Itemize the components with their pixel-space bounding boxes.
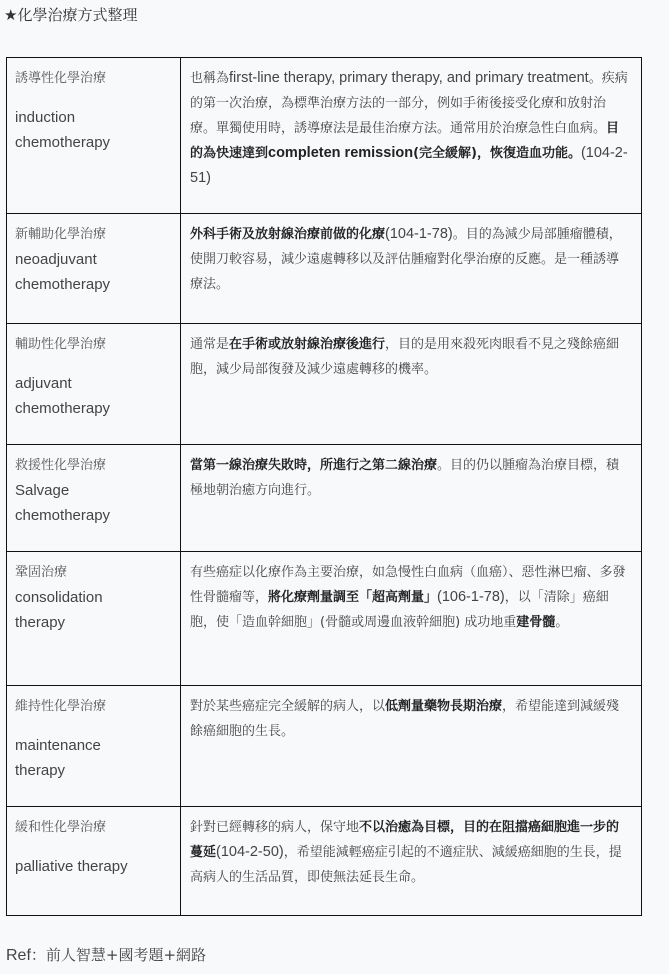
description-cell: 當第一線治療失敗時，所進行之第二線治療。目的仍以腫瘤為治療目標，積極地朝治癒方向進行。 <box>181 445 642 552</box>
table-row-neoadjuvant <box>7 214 642 324</box>
term-en: maintenance <box>15 737 101 754</box>
description-cell: 針對已經轉移的病人，保守地不以治癒為目標，目的在阻擋癌細胞進一步的蔓延(104-2-50)，希望能減輕癌症引起的不適症狀、減緩癌細胞的生長，提高病人的生活品質，即使無法延長生命。 <box>181 807 642 916</box>
term-en: consolidation <box>15 589 103 606</box>
term-en: chemotherapy <box>15 400 111 417</box>
table-row-salvage <box>7 445 642 552</box>
term-cell <box>7 324 181 445</box>
term-zh: 鞏固治療 <box>15 565 68 580</box>
term-en: therapy <box>15 614 66 631</box>
term-en: adjuvant <box>15 375 72 392</box>
term-zh: 維持性化學治療 <box>15 699 107 714</box>
term-cell <box>7 686 181 807</box>
description-cell: 對於某些癌症完全緩解的病人，以低劑量藥物長期治療，希望能達到減緩殘餘癌細胞的生長。 <box>181 686 642 807</box>
table-row-adjuvant <box>7 324 642 445</box>
table-row-maintenance <box>7 686 642 807</box>
reference-label: Ref <box>6 947 31 964</box>
description-cell: 通常是在手術或放射線治療後進行，目的是用來殺死肉眼看不見之殘餘癌細胞，減少局部復發及減少遠處轉移的機率。 <box>181 324 642 445</box>
description-cell: 外科手術及放射線治療前做的化療(104-1-78)。目的為減少局部腫瘤體積，使開刀較容易，減少遠處轉移以及評估腫瘤對化學治療的反應。是一種誘導療法。 <box>181 214 642 324</box>
table-row-induction <box>7 58 642 214</box>
term-cell <box>7 807 181 916</box>
reference-note <box>6 944 206 965</box>
term-cell <box>7 552 181 686</box>
term-en: therapy <box>15 762 66 779</box>
page-title: ★化學治療方式整理 <box>4 6 138 24</box>
term-cell <box>7 445 181 552</box>
reference-text: ：前人智慧+國考題+網路 <box>30 946 207 964</box>
term-en: induction <box>15 109 76 126</box>
term-zh: 輔助性化學治療 <box>15 337 107 352</box>
term-zh: 誘導性化學治療 <box>15 71 107 86</box>
term-en: chemotherapy <box>15 507 111 524</box>
term-en: neoadjuvant <box>15 251 97 268</box>
term-zh: 緩和性化學治療 <box>15 820 107 835</box>
term-en: Salvage <box>15 482 70 499</box>
description-cell: 有些癌症以化療作為主要治療，如急慢性白血病（血癌）、惡性淋巴瘤、多發性骨髓瘤等，將化療劑量調至「超高劑量」(106-1-78)，以「清除」癌細胞，使「造血幹細胞」(骨髓或周邊血液幹細胞) 成功地重建骨髓。 <box>181 552 642 686</box>
term-zh: 新輔助化學治療 <box>15 227 107 242</box>
chemotherapy-table <box>6 57 642 916</box>
term-en: chemotherapy <box>15 276 111 293</box>
description-cell: 也稱為first-line therapy, primary therapy, and primary treatment。疾病的第一次治療，為標準治療方法的一部分，例如手術後接受化療和放射治療。單獨使用時，誘導療法是最佳治療方法。通常用於治療急性白血病。目的為快速達到completen remission(完全緩解)，恢復造血功能。(104-2- 51) <box>181 58 642 214</box>
term-en: palliative therapy <box>15 858 128 875</box>
term-cell <box>7 214 181 324</box>
table-row-consolidation <box>7 552 642 686</box>
term-en: chemotherapy <box>15 134 111 151</box>
table-row-palliative <box>7 807 642 916</box>
term-cell <box>7 58 181 214</box>
term-zh: 救援性化學治療 <box>15 458 107 473</box>
